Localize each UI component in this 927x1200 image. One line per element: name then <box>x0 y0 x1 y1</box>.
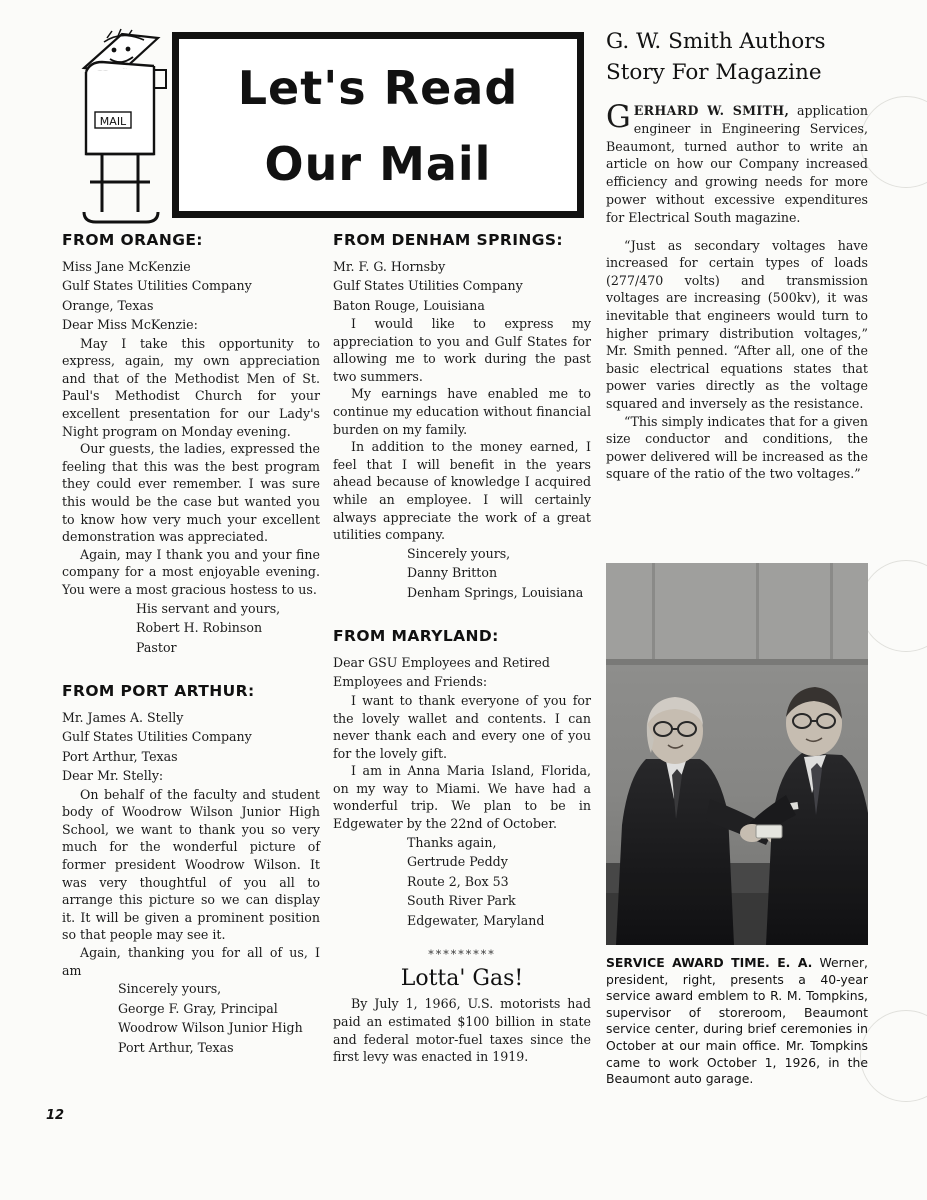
scan-arc-2 <box>860 560 927 652</box>
signature-line: Danny Britton <box>407 565 498 581</box>
column-two <box>333 232 591 1066</box>
letter-paragraph: On behalf of the faculty and student body of Woodrow Wilson Junior High School, we want to thank you so very much for the wonderful picture of former president Woodrow Wilson. It was very thoughtful of you all to arrange this picture so we can display it. It will be given a prominent position so that people may see it. <box>62 786 320 943</box>
address-line: Gulf States Utilities Company <box>333 278 523 294</box>
scan-arc-1 <box>860 96 927 188</box>
section-spacer <box>62 657 320 683</box>
article-title <box>606 26 868 88</box>
caption-lead: SERVICE AWARD TIME. E. A. <box>606 955 813 970</box>
signature-line: George F. Gray, Principal <box>118 1000 278 1016</box>
signature-line: Route 2, Box 53 <box>407 873 509 889</box>
masthead-title <box>182 50 574 202</box>
address-line: Port Arthur, Texas <box>62 748 178 764</box>
letter-paragraph: In addition to the money earned, I feel that I will benefit in the years ahead because of knowledge I acquired while an employee. I will certainly always appreciate the work of a great utilities company. <box>333 439 591 543</box>
address-line: Employees and Friends: <box>333 674 488 690</box>
mailbox-label-text: MAIL <box>99 115 127 128</box>
signature-line: Pastor <box>136 639 177 655</box>
article-heading-lotta-gas: Lotta' Gas! <box>400 965 524 991</box>
address-line: Gulf States Utilities Company <box>62 278 252 294</box>
signature-line: Port Arthur, Texas <box>118 1039 234 1055</box>
letter-signature <box>62 979 320 1057</box>
address-line: Baton Rouge, Louisiana <box>333 297 485 313</box>
masthead <box>62 26 584 220</box>
section-heading-from-denham-springs: FROM DENHAM SPRINGS: <box>333 231 564 249</box>
address-line: Gulf States Utilities Company <box>62 729 252 745</box>
photo-graphic <box>606 563 868 945</box>
letter-paragraph: I am in Anna Maria Island, Florida, on my way to Miami. We have had a wonderful trip. We plan to be in Edgewater by the 22nd of October. <box>333 763 591 832</box>
mailbox-illustration <box>62 26 182 236</box>
letter-paragraph: Again, thanking you for all of us, I am <box>62 944 320 978</box>
service-award-photo <box>606 563 868 945</box>
column-one <box>62 232 320 1057</box>
letter-signature <box>333 833 591 931</box>
address-line: Orange, Texas <box>62 297 154 313</box>
signature-line: Sincerely yours, <box>407 545 511 561</box>
signature-line: Edgewater, Maryland <box>407 912 545 928</box>
caption-rest: Werner, president, right, presents a 40-year service award emblem to R. M. Tompkins, supervisor of storeroom, Beaumont service center, during brief ceremonies in October at our main office. Mr. Tompkins came to work October 1, 1926, in the Beaumont auto garage. <box>606 955 868 1087</box>
address-line: Dear Miss McKenzie: <box>62 317 198 333</box>
letter-address <box>333 257 591 316</box>
address-line: Dear GSU Employees and Retired <box>333 654 550 670</box>
letter-paragraph: My earnings have enabled me to continue my education without financial burden on my family. <box>333 386 591 437</box>
letter-paragraph: May I take this opportunity to express, again, my own appreciation and that of the Methodist Men of St. Paul's Methodist Church for your excellent presentation for our Lady's Night program on Monday evening. <box>62 335 320 439</box>
signature-line: Woodrow Wilson Junior High <box>118 1020 303 1036</box>
letter-signature <box>333 544 591 603</box>
article-paragraph: “This simply indicates that for a given size conductor and conditions, the power delivered will be increased as the square of the ratio of the two voltages.” <box>606 413 868 482</box>
letter-paragraph: I would like to express my appreciation to you and Gulf States for allowing me to work during the past two summers. <box>333 316 591 384</box>
section-heading-from-orange: FROM ORANGE: <box>62 231 203 249</box>
section-spacer <box>333 602 591 628</box>
section-divider-asterisks: ********* <box>428 948 496 962</box>
letter-address <box>62 708 320 786</box>
article-title-line2: Story For Magazine <box>606 60 822 85</box>
masthead-title-line1: Let's Read <box>237 61 519 115</box>
lead-rest: application engineer in Engineering Services, Beaumont, turned author to write an article on how our Company increased efficiency and growing needs for more power without excessive expenditures for Electrical South magazine. <box>606 103 868 225</box>
scan-arc-3 <box>860 1010 927 1102</box>
letter-paragraph: Our guests, the ladies, expressed the feeling that this was the best program they could ever remember. I was sure this would be the case but wanted you to know how very much your excellent demonstration was appreciated. <box>62 441 320 545</box>
photo-caption <box>606 955 868 1088</box>
signature-line: Thanks again, <box>407 834 497 850</box>
signature-line: His servant and yours, <box>136 600 281 616</box>
signature-line: Gertrude Peddy <box>407 854 508 870</box>
lead-name: ERHARD W. SMITH, <box>633 103 790 118</box>
signature-line: Robert H. Robinson <box>136 620 263 635</box>
signature-line: Denham Springs, Louisiana <box>407 584 584 600</box>
letter-paragraph: I want to thank everyone of you for the lovely wallet and contents. I can never thank each and every one of you for the lovely gift. <box>333 692 591 761</box>
article-lead-paragraph <box>606 99 868 227</box>
drop-cap: G <box>606 99 631 135</box>
letter-signature <box>62 599 320 658</box>
letter-address <box>62 257 320 335</box>
column-three <box>606 26 868 483</box>
signature-line: Sincerely yours, <box>118 981 222 997</box>
masthead-title-line2: Our Mail <box>264 137 492 191</box>
address-line: Dear Mr. Stelly: <box>62 768 164 784</box>
page-number: 12 <box>46 1108 65 1123</box>
article-paragraph: By July 1, 1966, U.S. motorists had paid an estimated $100 billion in state and federal motor-fuel taxes since the first levy was enacted in 1919. <box>333 996 591 1065</box>
article-paragraph: “Just as secondary voltages have increased for certain types of loads (277/470 volts) and transmission voltages are increasing (500kv), it was inevitable that engineers would turn to higher primary distribution voltages,” Mr. Smith penned. “After all, one of the basic electrical equations states that power varies directly as the voltage squared and inversely as the resistance. <box>606 237 868 411</box>
address-line: Miss Jane McKenzie <box>62 258 191 274</box>
signature-line: South River Park <box>407 893 516 909</box>
address-line: Mr. F. G. Hornsby <box>333 258 446 274</box>
section-heading-from-port-arthur: FROM PORT ARTHUR: <box>62 682 255 700</box>
letter-paragraph: Again, may I thank you and your fine company for a most enjoyable evening. You were a most gracious hostess to us. <box>62 546 320 597</box>
letter-address <box>333 653 591 692</box>
section-heading-from-maryland: FROM MARYLAND: <box>333 627 499 646</box>
article-title-line1: G. W. Smith Authors <box>606 29 826 54</box>
address-line: Mr. James A. Stelly <box>62 709 184 725</box>
